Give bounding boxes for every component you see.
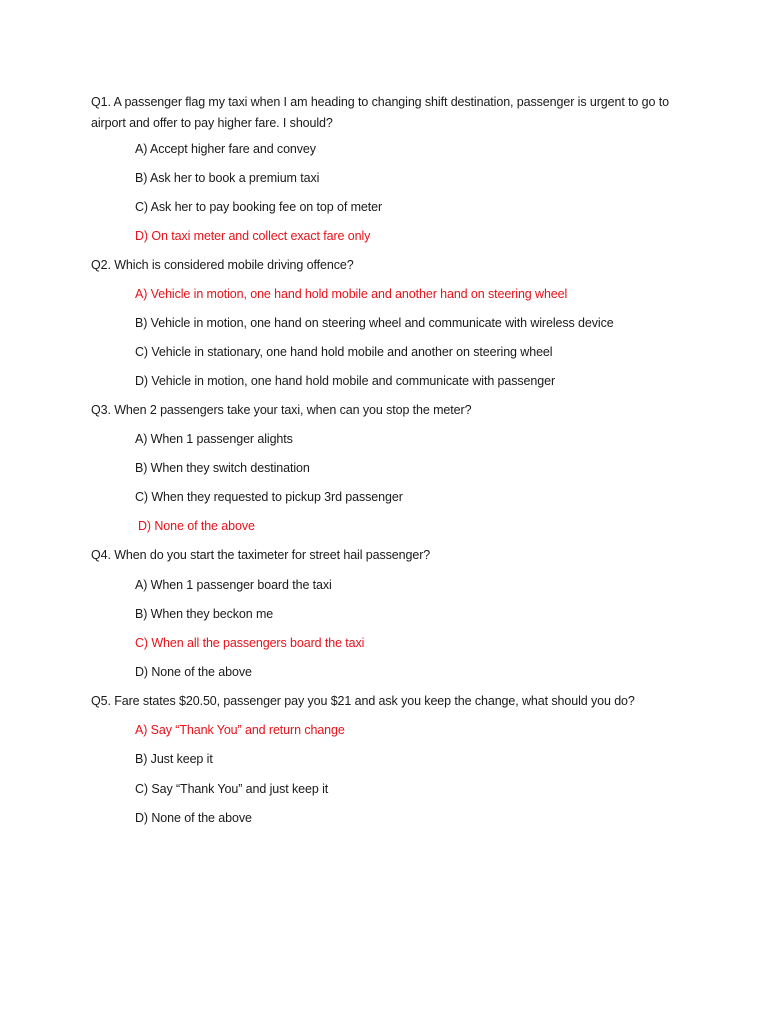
question-3-option-b: B) When they switch destination	[135, 461, 310, 475]
question-2-text: Q2. Which is considered mobile driving offence?	[91, 258, 354, 272]
question-4-option-d: D) None of the above	[135, 665, 252, 679]
question-2-option-d: D) Vehicle in motion, one hand hold mobile and communicate with passenger	[135, 374, 556, 388]
question-1-text: Q1. A passenger flag my taxi when I am heading to changing shift destination, passenger is urgent to go to airport and offer to pay higher fare. I should?	[91, 95, 669, 130]
question-1-option-a: A) Accept higher fare and convey	[135, 142, 316, 156]
question-3-option-a: A) When 1 passenger alights	[135, 432, 293, 446]
question-4-option-c-correct: C) When all the passengers board the taxi	[135, 636, 365, 650]
question-4-option-b: B) When they beckon me	[135, 607, 274, 621]
question-2-option-c: C) Vehicle in stationary, one hand hold mobile and another on steering wheel	[135, 345, 553, 359]
question-1-option-c: C) Ask her to pay booking fee on top of meter	[135, 200, 383, 214]
question-5-option-d: D) None of the above	[135, 811, 252, 825]
question-3-option-c: C) When they requested to pickup 3rd passenger	[135, 490, 403, 504]
question-1-option-b: B) Ask her to book a premium taxi	[135, 171, 320, 185]
question-3-text: Q3. When 2 passengers take your taxi, when can you stop the meter?	[91, 403, 472, 417]
question-5-option-a-correct: A) Say “Thank You” and return change	[135, 723, 345, 737]
question-1-option-d-correct: D) On taxi meter and collect exact fare only	[135, 229, 371, 243]
question-2-option-a-correct: A) Vehicle in motion, one hand hold mobile and another hand on steering wheel	[135, 287, 568, 301]
question-5-option-c: C) Say “Thank You” and just keep it	[135, 782, 329, 796]
question-5-text: Q5. Fare states $20.50, passenger pay you $21 and ask you keep the change, what should you do?	[91, 694, 635, 708]
question-5-option-b: B) Just keep it	[135, 752, 213, 766]
question-4-option-a: A) When 1 passenger board the taxi	[135, 578, 332, 592]
question-3-option-d-correct: D) None of the above	[138, 519, 255, 533]
question-2-option-b: B) Vehicle in motion, one hand on steering wheel and communicate with wireless device	[135, 316, 614, 330]
question-4-text: Q4. When do you start the taximeter for street hail passenger?	[91, 548, 431, 562]
